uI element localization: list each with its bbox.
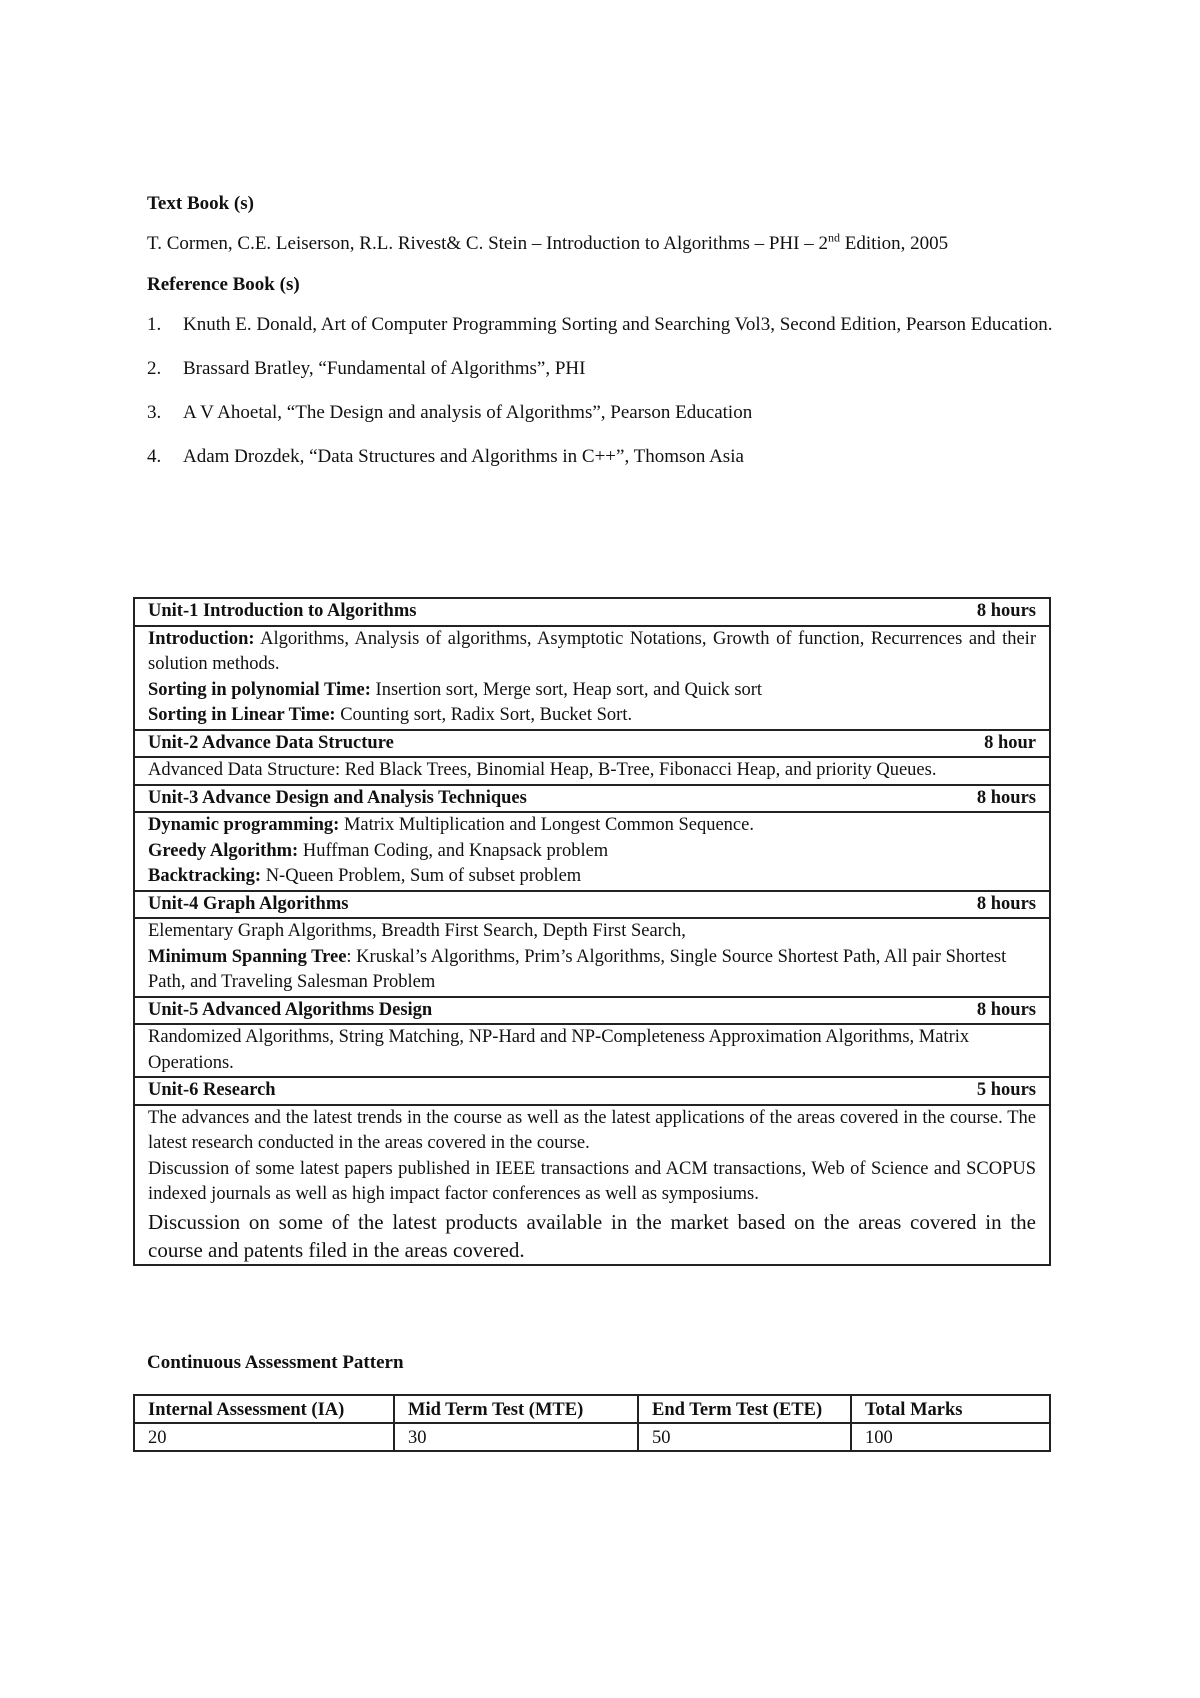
reference-item <box>147 399 1063 426</box>
topic-label: Dynamic programming: <box>148 815 340 835</box>
unit-body-row <box>134 626 1050 730</box>
assessment-header-row <box>134 1395 1050 1423</box>
unit-hours: 8 hours <box>976 601 1036 621</box>
header-ia: Internal Assessment (IA) <box>134 1395 394 1423</box>
unit-title: Unit-4 Graph Algorithms <box>148 893 349 914</box>
reference-item <box>147 443 1063 470</box>
topic-text: : Kruskal’s Algorithms, Prim’s Algorithms, Single Source Shortest Path, All pair Shortest Path, and Traveling Salesman Problem <box>148 946 1007 992</box>
unit-5-body <box>134 1024 1050 1077</box>
unit-body-row <box>134 812 1050 891</box>
topic-label: Sorting in Linear Time: <box>148 705 336 725</box>
unit-5-text: Randomized Algorithms, String Matching, NP-Hard and NP-Completeness Approximation Algorithms, Matrix Operations. <box>148 1027 970 1073</box>
unit-header-cell <box>134 891 1050 919</box>
unit-6-para3: Discussion on some of the latest products available in the market based on the areas covered in the course and patents filed in the areas covered. <box>148 1209 1036 1262</box>
unit-3-greedy <box>148 839 1036 865</box>
topic-label: Backtracking: <box>148 866 262 886</box>
unit-1-header <box>148 599 1036 625</box>
syllabus-table <box>133 597 1051 1266</box>
book-section <box>147 190 1053 487</box>
reference-number: 4. <box>147 446 162 467</box>
unit-title: Unit-3 Advance Design and Analysis Techniques <box>148 787 527 808</box>
topic-text: Huffman Coding, and Knapsack problem <box>298 840 609 861</box>
unit-header-row <box>134 598 1050 626</box>
unit-header-row <box>134 730 1050 758</box>
unit-hours: 5 hours <box>976 1080 1036 1100</box>
topic-label: Greedy Algorithm: <box>148 840 299 861</box>
unit-4-line1: Elementary Graph Algorithms, Breadth First Search, Depth First Search, <box>148 921 686 941</box>
unit-6-para1: The advances and the latest trends in the course as well as the latest applications of the areas covered in the course. The latest research conducted in the areas covered in the course. <box>148 1107 1036 1153</box>
unit-header-row <box>134 1077 1050 1105</box>
unit-body-row <box>134 918 1050 997</box>
unit-header-cell <box>134 997 1050 1025</box>
topic-text: Algorithms, Analysis of algorithms, Asymptotic Notations, Growth of function, Recurrences and their solution methods. <box>148 628 1036 674</box>
unit-3-dp <box>148 813 1036 839</box>
topic-text: Matrix Multiplication and Longest Common Sequence. <box>339 815 754 835</box>
unit-1-poly <box>148 678 1036 704</box>
textbook-entry <box>147 230 1037 257</box>
reference-text: A V Ahoetal, “The Design and analysis of Algorithms”, Pearson Education <box>183 402 753 423</box>
reference-text: Brassard Bratley, “Fundamental of Algorithms”, PHI <box>183 358 586 379</box>
reference-heading: Reference Book (s) <box>147 274 300 295</box>
unit-hours: 8 hours <box>976 787 1036 808</box>
topic-text: N-Queen Problem, Sum of subset problem <box>261 866 582 886</box>
unit-body-row <box>134 1105 1050 1265</box>
unit-2-header <box>148 731 1036 757</box>
unit-3-header <box>148 786 1036 812</box>
unit-title: Unit-1 Introduction to Algorithms <box>148 601 417 621</box>
unit-2-text: Advanced Data Structure: Red Black Trees, Binomial Heap, B-Tree, Fibonacci Heap, and priority Queues. <box>148 760 937 780</box>
reference-list <box>147 311 1053 470</box>
unit-hours: 8 hour <box>984 732 1036 753</box>
unit-6-body <box>134 1105 1050 1265</box>
reference-text: Adam Drozdek, “Data Structures and Algorithms in C++”, Thomson Asia <box>183 446 744 467</box>
topic-label: Introduction: <box>148 628 255 649</box>
unit-1-intro <box>148 627 1036 678</box>
textbook-entry-end: Edition, 2005 <box>839 233 949 254</box>
unit-header-cell <box>134 730 1050 758</box>
unit-header-row <box>134 997 1050 1025</box>
value-mte: 30 <box>394 1423 638 1451</box>
unit-title: Unit-5 Advanced Algorithms Design <box>148 999 433 1020</box>
assessment-caption: Continuous Assessment Pattern <box>147 1352 404 1373</box>
unit-hours: 8 hours <box>976 893 1036 914</box>
unit-1-body <box>134 626 1050 730</box>
unit-2-body <box>134 757 1050 785</box>
reference-number: 2. <box>147 358 162 379</box>
unit-5-header <box>148 998 1036 1024</box>
unit-title: Unit-6 Research <box>148 1080 276 1100</box>
unit-4-body <box>134 918 1050 997</box>
reference-item <box>147 311 1063 338</box>
unit-body-row <box>134 1024 1050 1077</box>
reference-text: Knuth E. Donald, Art of Computer Programming Sorting and Searching Vol3, Second Edition, Pearson Education. <box>183 314 1053 335</box>
unit-header-cell <box>134 1077 1050 1105</box>
textbook-heading: Text Book (s) <box>147 193 254 214</box>
topic-label: Minimum Spanning Tree <box>148 946 347 967</box>
header-ete: End Term Test (ETE) <box>638 1395 851 1423</box>
unit-4-mst <box>148 945 1036 996</box>
unit-3-body <box>134 812 1050 891</box>
unit-6-header <box>148 1078 1036 1104</box>
value-ia: 20 <box>134 1423 394 1451</box>
value-total: 100 <box>851 1423 1050 1451</box>
topic-text: Counting sort, Radix Sort, Bucket Sort. <box>335 705 633 725</box>
header-mte: Mid Term Test (MTE) <box>394 1395 638 1423</box>
unit-body-row <box>134 757 1050 785</box>
reference-item <box>147 355 1063 382</box>
assessment-value-row <box>134 1423 1050 1451</box>
unit-4-header <box>148 892 1036 918</box>
unit-header-cell <box>134 785 1050 813</box>
unit-header-row <box>134 785 1050 813</box>
value-ete: 50 <box>638 1423 851 1451</box>
reference-number: 3. <box>147 402 162 423</box>
textbook-entry-main: T. Cormen, C.E. Leiserson, R.L. Rivest& C. Stein – Introduction to Algorithms – PHI – 2 <box>147 233 828 254</box>
topic-text: Insertion sort, Merge sort, Heap sort, and Quick sort <box>370 679 763 700</box>
unit-title: Unit-2 Advance Data Structure <box>148 732 394 753</box>
topic-label: Sorting in polynomial Time: <box>148 679 371 700</box>
textbook-entry-sup: nd <box>827 230 840 245</box>
unit-3-bt <box>148 864 1036 890</box>
header-total: Total Marks <box>851 1395 1050 1423</box>
unit-hours: 8 hours <box>976 999 1036 1020</box>
unit-header-cell <box>134 598 1050 626</box>
assessment-table <box>133 1394 1051 1452</box>
unit-1-linear <box>148 703 1036 729</box>
reference-number: 1. <box>147 314 162 335</box>
unit-6-para2: Discussion of some latest papers published in IEEE transactions and ACM transactions, Web of Science and SCOPUS indexed journals as well as high impact factor conferences as well as symposiums. <box>148 1158 1036 1204</box>
unit-header-row <box>134 891 1050 919</box>
